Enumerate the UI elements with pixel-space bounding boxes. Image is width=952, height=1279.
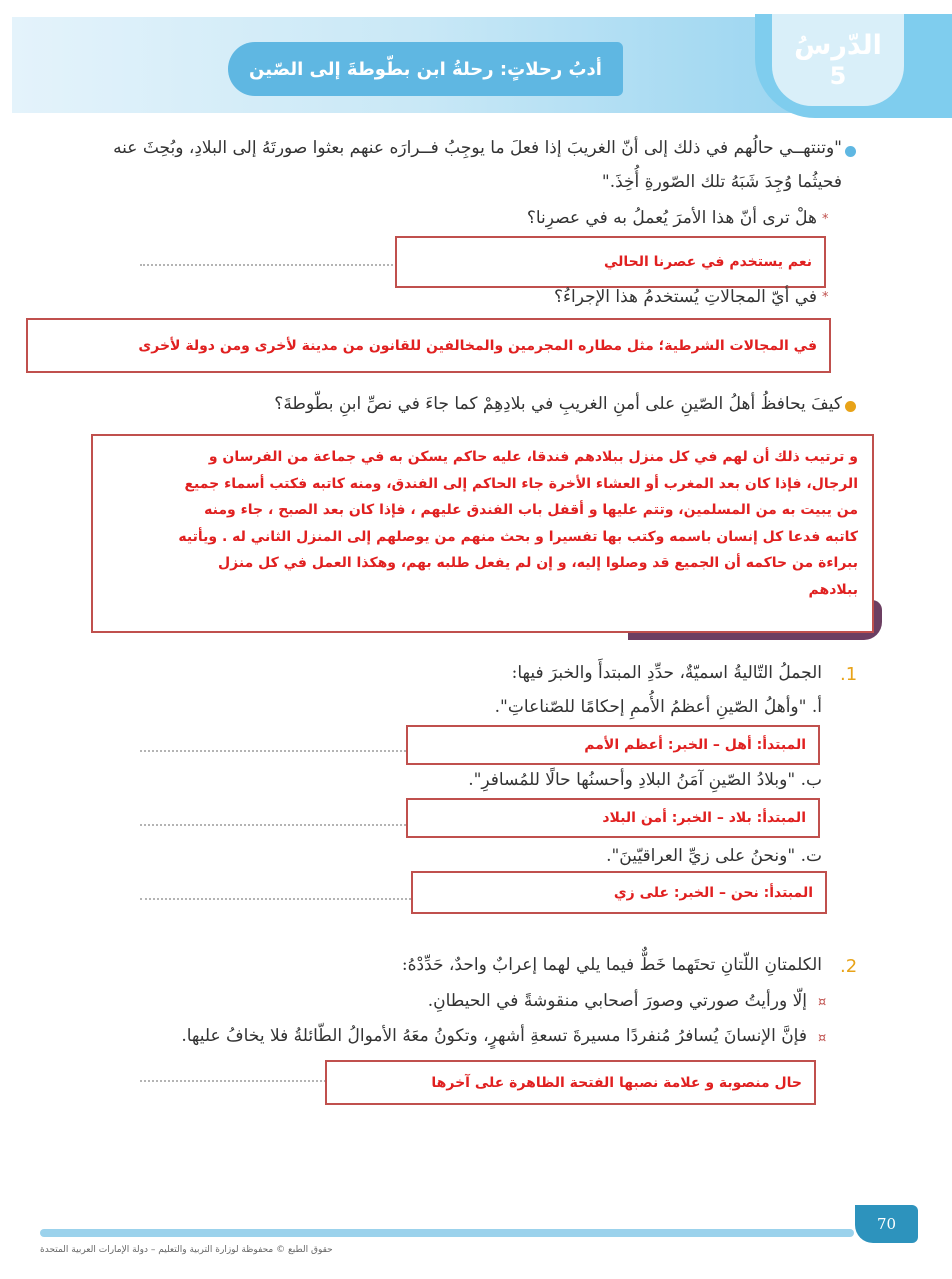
exercise-1-item-b — [468, 770, 822, 790]
star-bullet-icon: ¤ — [818, 995, 827, 1010]
answer-box-6 — [411, 871, 827, 914]
q2-question: كيفَ يحافظُ أهلُ الصّينِ على أمنِ الغريبِ في بلادِهِمْ كما جاءَ في نصِّ ابنِ بطّوطةَ؟ — [274, 394, 842, 414]
star-bullet-icon: ¤ — [818, 1031, 827, 1046]
answer-line: من يبيت به من المسلمين، وتتم عليها و أقفل باب الفندق عليهم ، فإذا كان بعد الصبح ، جاء ومنه — [204, 502, 858, 518]
item-sentence: "وبلادُ الصّينِ آمَنُ البلادِ وأحسنُها حالًا للمُسافرِ". — [468, 770, 796, 790]
exercise-2-instruction: الكلمتانِ اللّتانِ تحتَهما خَطٌّ فيما يلي لهما إعرابٌ واحدٌ، حَدِّدْهُ: — [401, 955, 822, 975]
copyright-text: حقوق الطبع © محفوظة لوزارة التربية والتعليم – دولة الإمارات العربية المتحدة — [40, 1245, 333, 1255]
footer-bar — [40, 1229, 854, 1237]
exercise-1-item-c — [606, 846, 822, 866]
dotted-answer-line — [140, 898, 415, 900]
item-label: أ. — [811, 697, 822, 717]
item-label: ب. — [800, 770, 822, 790]
sub-question-2: في أيّ المجالاتِ يُستخدمُ هذا الإجراءُ؟ — [553, 287, 817, 307]
answer-line: ببلادهم — [808, 581, 858, 598]
answer-line: و ترتيب ذلك أن لهم في كل منزل ببلادهم فندقا، عليه حاكم يسكن به في جماعة من الفرسان و — [208, 449, 858, 465]
sub-question-1: هلْ ترى أنّ هذا الأمرَ يُعملُ به في عصرِنا؟ — [526, 208, 817, 228]
answer-text: المبتدأ: نحن – الخبر: على زي — [613, 884, 813, 901]
orange-bullet-icon — [845, 401, 856, 412]
answer-text: نعم يستخدم في عصرنا الحالي — [603, 254, 812, 270]
lesson-number: 5 — [829, 62, 847, 90]
dotted-answer-line — [140, 264, 400, 266]
answer-text: في المجالات الشرطية؛ مثل مطاره المجرمين والمخالفين للقانون من مدينة لأخرى ومن دولة لأخرى — [138, 337, 817, 354]
dotted-answer-line — [140, 750, 410, 752]
answer-box-5 — [406, 798, 820, 838]
answer-text: المبتدأ: بلاد – الخبر: أمن البلاد — [602, 810, 806, 826]
dotted-answer-line — [140, 1080, 330, 1082]
lesson-title-bar — [228, 42, 623, 96]
blue-bullet-icon — [845, 146, 856, 157]
page-number: 70 — [876, 1215, 897, 1233]
answer-box-3 — [91, 434, 874, 633]
lesson-badge — [772, 14, 904, 106]
lesson-word: الدّرسُ — [794, 30, 882, 61]
dotted-answer-line — [140, 824, 410, 826]
exercise-2-item-2: فإنَّ الإنسانَ يُسافرُ مُنفردًا مسيرةَ تسعةِ أشهرٍ، وتكونُ معَهُ الأموالُ الطّائلةُ فلا يخافُ عليها. — [181, 1026, 807, 1046]
page-number-tab — [855, 1205, 918, 1243]
exercise-2-item-1: إلّا ورأيتُ صورتي وصورَ أصحابي منقوشةً في الحيطانِ. — [427, 991, 807, 1011]
item-sentence: "ونحنُ على زيِّ العراقيّينَ". — [606, 846, 796, 866]
answer-box-4 — [406, 725, 820, 765]
answer-text: حال منصوبة و علامة نصبها الفتحة الظاهرة على آخرها — [431, 1074, 802, 1091]
quote-line-1: "وتنتهــي حالُهم في ذلك إلى أنّ الغريبَ إذا فعلَ ما يوجِبُ فــرارَه عنهم بعثوا صورتَهُ إلى البلادِ، وبُحِثَ عنه — [113, 138, 842, 158]
asterisk-icon: * — [822, 290, 829, 305]
exercise-number-1: 1. — [840, 664, 858, 685]
exercise-1-instruction: الجملُ التّاليةُ اسميّةٌ، حدِّدِ المبتدأَ والخبرَ فيها: — [511, 663, 822, 683]
answer-text: المبتدأ: أهل – الخبر: أعظم الأمم — [584, 737, 806, 753]
exercise-1-item-a — [495, 697, 822, 717]
lesson-title: أدبُ رحلاتٍ: رحلةُ ابن بطّوطةَ إلى الصّين — [249, 58, 602, 80]
quote-line-2: فحيثُما وُجِدَ شَبَهُ تلك الصّورةِ أُخِذَ." — [601, 172, 842, 192]
answer-line: ببراءة من حاكمه أن الجميع قد وصلوا إليه، و إن لم يفعل طلبه بهم، وهكذا العمل في كل منزل — [218, 555, 858, 571]
exercise-number-2: 2. — [840, 956, 858, 977]
answer-box-2 — [26, 318, 831, 373]
answer-box-1 — [395, 236, 826, 288]
answer-box-7 — [325, 1060, 816, 1105]
answer-line: الرجال، فإذا كان بعد المغرب أو العشاء الأخرة جاء الحاكم إلى الفندق، ومنه كاتبه فكتب أسماء جميع — [184, 475, 858, 492]
asterisk-icon: * — [822, 212, 829, 227]
answer-line: كاتبه فدعا كل إنسان باسمه وكتب بها تفسيرا و بحث منهم من يوصلهم إلى المنزل الثاني له . ويأتيه — [178, 528, 858, 545]
item-label: ت. — [800, 846, 822, 866]
item-sentence: "وأهلُ الصّينِ أعظمُ الأُممِ إحكامًا للصّناعاتِ". — [494, 697, 807, 717]
